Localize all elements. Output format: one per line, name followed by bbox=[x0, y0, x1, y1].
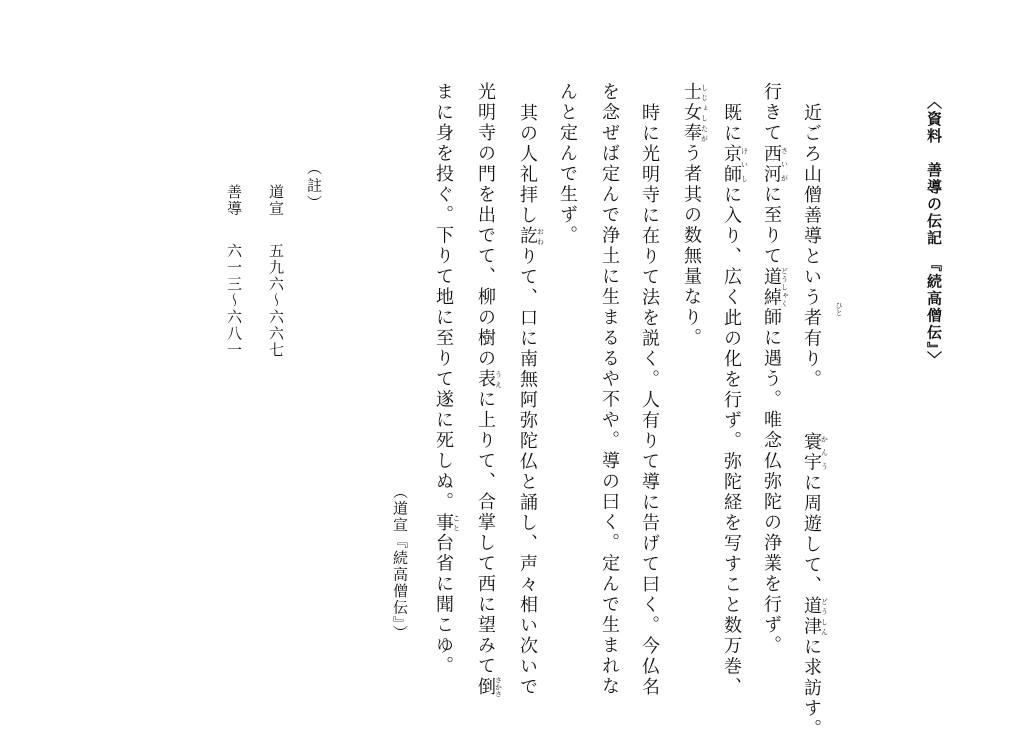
ruby-saiga: 西河さいが bbox=[761, 143, 789, 185]
body-line-7: んと定んで生ず。 bbox=[557, 82, 578, 246]
ruby-shijo: 士女奉しじょしたが bbox=[681, 82, 709, 144]
body-line-8: 其の人礼拝し訖おわりて、口に南無阿弥陀仏と誦し、声々相い次いで bbox=[517, 103, 545, 698]
body-line-9: 光明寺の門を出でて、柳の樹の表うえに上りて、合掌して西に望みて倒さかさ bbox=[475, 82, 503, 698]
section-heading: 〈資料 善導の伝記 『続高僧伝』〉 bbox=[925, 94, 943, 368]
body-line-6: を念ぜば定んで浄土に生まるるや不や。導の曰く。定んで生まれな bbox=[599, 82, 620, 697]
source-citation: （道宣『続高僧伝』） bbox=[391, 484, 409, 642]
body-line-1: 近ごろ山僧善導という者有り。寰宇かんうに周遊して、道津どうしんに求訪す。 bbox=[801, 103, 829, 740]
note-item-zendo bbox=[226, 184, 241, 359]
ruby-owa: 訖おわ bbox=[517, 226, 545, 247]
ruby-ue: 表うえ bbox=[475, 369, 503, 390]
ruby-keishi: 京師けいし bbox=[721, 144, 749, 185]
note-item-dosen bbox=[268, 184, 283, 359]
note-years: 五九六～六六七 bbox=[267, 243, 285, 359]
notes-label: （註） bbox=[305, 160, 323, 213]
ruby-kanu: 寰宇かんう bbox=[801, 432, 829, 473]
body-line-2: 行きて西河さいがに至りて道綽どうしゃく師に遇う。唯念仏弥陀の浄業を行ず。 bbox=[761, 82, 789, 656]
body-line-10: まに身を投ぐ。下りて地に至りて遂に死しぬ。事こと台省に聞こゆ。 bbox=[433, 82, 461, 677]
note-years: 六一三～六八一 bbox=[225, 243, 243, 359]
ruby-doshin: 道津どうしん bbox=[801, 596, 829, 637]
body-line-3: 既に京師けいしに入り、広く此の化を行ず。弥陀経を写すこと数万巻、 bbox=[721, 103, 749, 698]
ruby-doshaku: 道綽どうしゃく bbox=[761, 266, 789, 308]
ruby-sakasa: 倒さかさ bbox=[475, 676, 503, 698]
note-name: 道宣 bbox=[267, 184, 285, 217]
note-name: 善導 bbox=[225, 184, 243, 217]
body-line-4: 士女奉しじょしたがう者其の数無量なり。 bbox=[681, 82, 709, 349]
ruby-koto: 事こと bbox=[433, 512, 461, 533]
body-line-5: 時に光明寺に在りて法を説く。人有りて導に告げて曰く。今仏名 bbox=[639, 103, 660, 698]
body-line-1-aside: ひと bbox=[835, 302, 843, 316]
